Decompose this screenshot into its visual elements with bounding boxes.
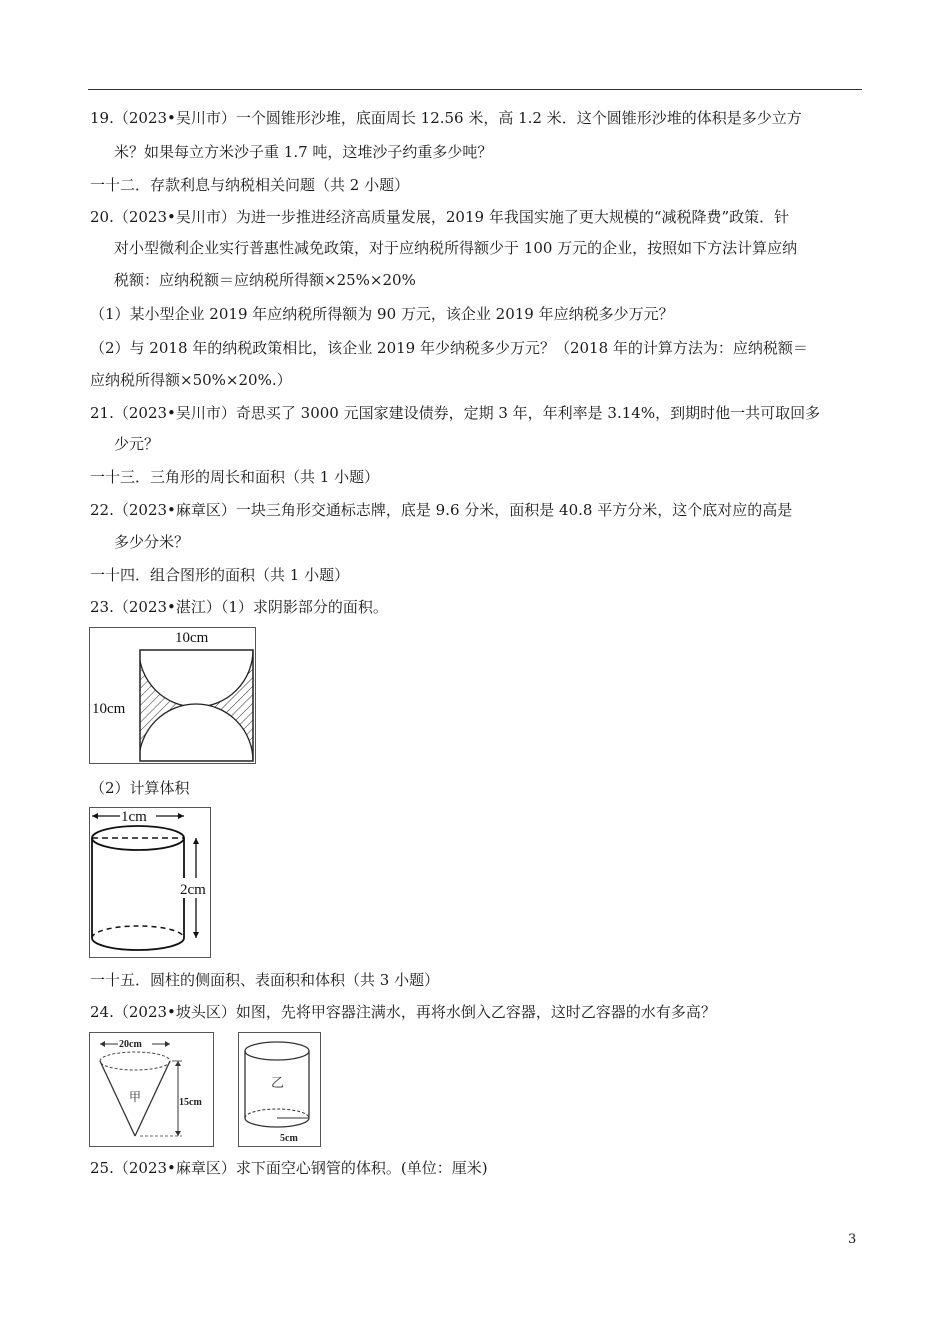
q25-line1: 25.（2023•麻章区）求下面空心钢管的体积。(单位：厘米) (90, 1159, 488, 1177)
q20-line3: 税额：应纳税额＝应纳税所得额×25%×20% (114, 271, 416, 289)
section-12-heading: 一十二．存款利息与纳税相关问题（共 2 小题） (90, 176, 410, 194)
q24-line1: 24.（2023•坡头区）如图，先将甲容器注满水，再将水倒入乙容器，这时乙容器的水有多高？ (90, 1003, 716, 1021)
section-14-heading: 一十四．组合图形的面积（共 1 小题） (90, 566, 350, 584)
yi-label: 乙 (271, 1076, 285, 1091)
q19-line2: 米？如果每立方米沙子重 1.7 吨，这堆沙子约重多少吨？ (114, 143, 493, 161)
q23-sub2: （2）计算体积 (90, 779, 190, 797)
yi-bottom-label: 5cm (280, 1133, 298, 1144)
jia-top-label: 20cm (119, 1039, 142, 1050)
q20-sub2b: 应纳税所得额×50%×20%.） (90, 371, 292, 389)
section-15-heading: 一十五．圆柱的侧面积、表面积和体积（共 3 小题） (90, 971, 440, 989)
page-number: 3 (848, 1232, 857, 1247)
shaded-area-figure (89, 627, 256, 764)
cylinder-yi-figure (238, 1032, 321, 1147)
jia-label: 甲 (129, 1090, 142, 1104)
fig1-left-label: 10cm (92, 701, 126, 717)
cone-jia-figure (89, 1032, 214, 1147)
q21-line2: 少元？ (114, 435, 160, 453)
section-13-heading: 一十三．三角形的周长和面积（共 1 小题） (90, 468, 380, 486)
jia-height-label: 15cm (179, 1097, 202, 1108)
header-rule (88, 89, 862, 90)
q20-sub2a: （2）与 2018 年的纳税政策相比，该企业 2019 年少纳税多少万元？（2018 年的计算方法为：应纳税额＝ (90, 339, 808, 357)
q22-line1: 22.（2023•麻章区）一块三角形交通标志牌，底是 9.6 分米，面积是 40.8 平方分米，这个底对应的高是 (90, 501, 793, 519)
q20-line1: 20.（2023•吴川市）为进一步推进经济高质量发展，2019 年我国实施了更大规模的“减税降费”政策．针 (90, 208, 790, 226)
q21-line1: 21.（2023•吴川市）奇思买了 3000 元国家建设债券，定期 3 年，年利率是 3.14%，到期时他一共可取回多 (90, 404, 821, 422)
fig2-right-label: 2cm (180, 882, 206, 898)
q20-line2: 对小型微利企业实行普惠性减免政策，对于应纳税所得额少于 100 万元的企业，按照如下方法计算应纳 (114, 239, 798, 257)
fig2-top-label: 1cm (121, 809, 147, 825)
fig1-top-label: 10cm (175, 630, 209, 646)
q19-line1: 19.（2023•吴川市）一个圆锥形沙堆，底面周长 12.56 米，高 1.2 米．这个圆锥形沙堆的体积是多少立方 (90, 109, 802, 127)
q22-line2: 多少分米？ (114, 533, 190, 551)
q20-sub1: （1）某小型企业 2019 年应纳税所得额为 90 万元，该企业 2019 年应纳税多少万元？ (90, 305, 674, 323)
cylinder-figure (89, 807, 211, 958)
q23-line1: 23.（2023•湛江）（1）求阴影部分的面积。 (90, 598, 388, 616)
